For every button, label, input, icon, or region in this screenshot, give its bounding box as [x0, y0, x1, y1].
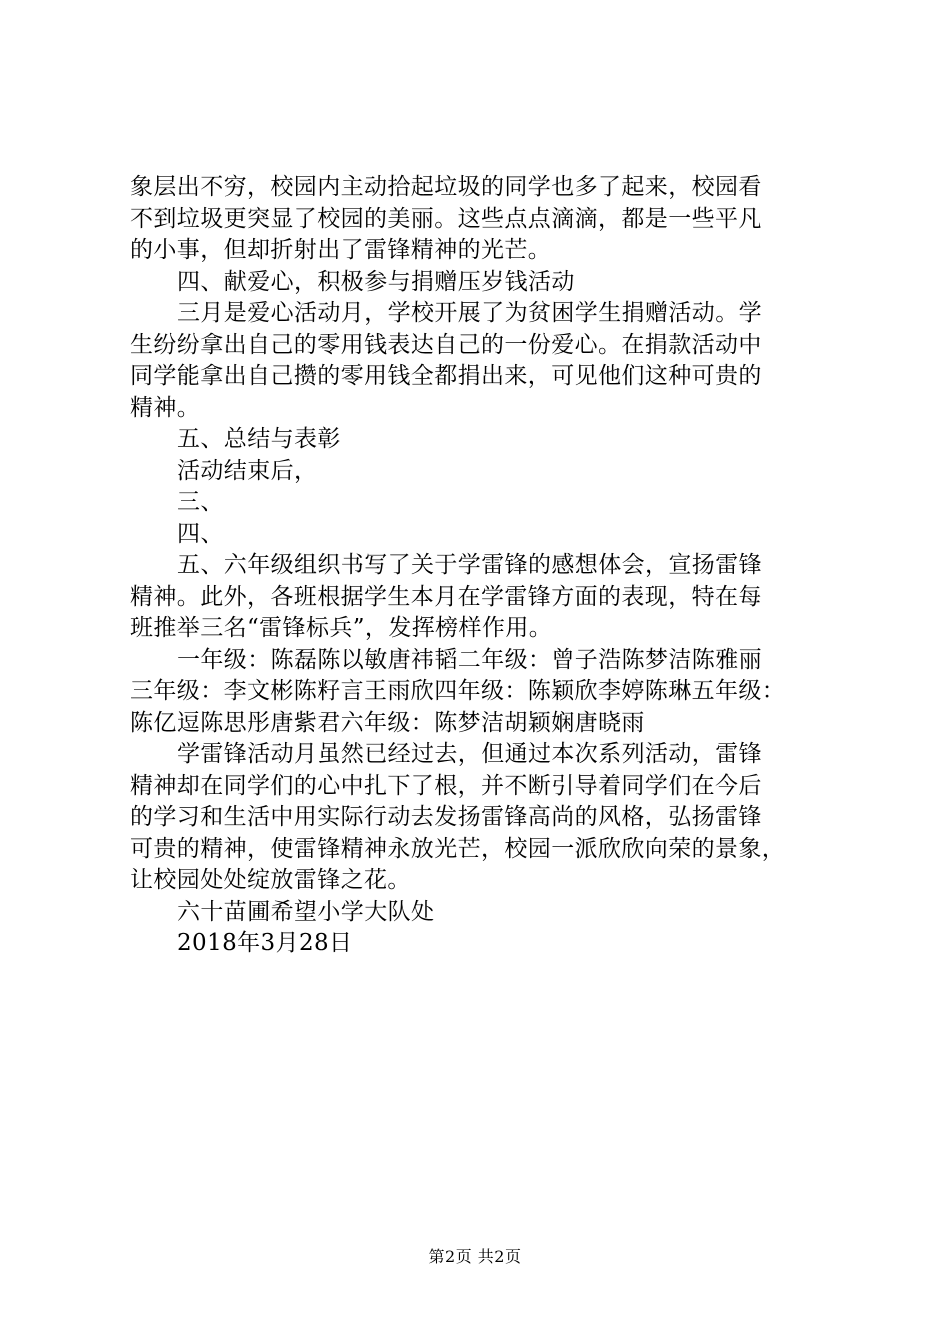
- honor-list-line: 陈亿逗陈思彤唐紫君六年级：陈梦洁胡颖娴唐晓雨: [130, 709, 645, 736]
- text-line: 可贵的精神，使雷锋精神永放光芒，校园一派欣欣向荣的景象，: [130, 835, 786, 862]
- text-line: 班推举三名“雷锋标兵”，发挥榜样作用。: [130, 615, 553, 641]
- honor-list-line: 三年级：李文彬陈籽言王雨欣四年级：陈颖欣李婷陈琳五年级：: [130, 678, 786, 704]
- text-line: 五、六年级组织书写了关于学雷锋的感想体会，宣扬雷锋: [177, 552, 762, 578]
- signature-date: 2018年3月28日: [177, 930, 353, 956]
- text-line: 学雷锋活动月虽然已经过去，但通过本次系列活动，雷锋: [177, 741, 762, 767]
- page-number: 第2页 共2页: [428, 1247, 522, 1266]
- text-line: 象层出不穷，校园内主动拾起垃圾的同学也多了起来，校园看: [130, 174, 762, 200]
- text-line: 活动结束后，: [177, 457, 318, 484]
- text-line: 生纷纷拿出自己的零用钱表达自己的一份爱心。在捐款活动中: [130, 331, 762, 358]
- text-line: 的小事，但却折射出了雷锋精神的光芒。: [130, 237, 552, 263]
- text-line: 不到垃圾更突显了校园的美丽。这些点点滴滴，都是一些平凡: [130, 205, 762, 232]
- document-body: [130, 172, 830, 960]
- text-line: 三月是爱心活动月，学校开展了为贫困学生捐赠活动。学: [177, 300, 762, 326]
- section-heading: 四、献爱心，积极参与捐赠压岁钱活动: [177, 268, 575, 295]
- text-line: 的学习和生活中用实际行动去发扬雷锋高尚的风格，弘扬雷锋: [130, 804, 762, 830]
- text-line: 精神。此外，各班根据学生本月在学雷锋方面的表现，特在每: [130, 583, 762, 610]
- text-line: 三、: [177, 489, 224, 515]
- text-line: 同学能拿出自己攒的零用钱全都捐出来，可见他们这种可贵的: [130, 363, 762, 389]
- section-heading: 五、总结与表彰: [177, 426, 341, 452]
- text-line: 四、: [177, 520, 224, 547]
- signature-organization: 六十苗圃希望小学大队处: [177, 898, 435, 925]
- honor-list-line: 一年级：陈磊陈以敏唐祎韬二年级：曾子浩陈梦洁陈雅丽: [177, 646, 762, 673]
- text-line: 精神却在同学们的心中扎下了根，并不断引导着同学们在今后: [130, 772, 762, 799]
- text-line: 精神。: [130, 394, 201, 421]
- text-line: 让校园处处绽放雷锋之花。: [130, 867, 411, 893]
- page-footer: [0, 1247, 950, 1267]
